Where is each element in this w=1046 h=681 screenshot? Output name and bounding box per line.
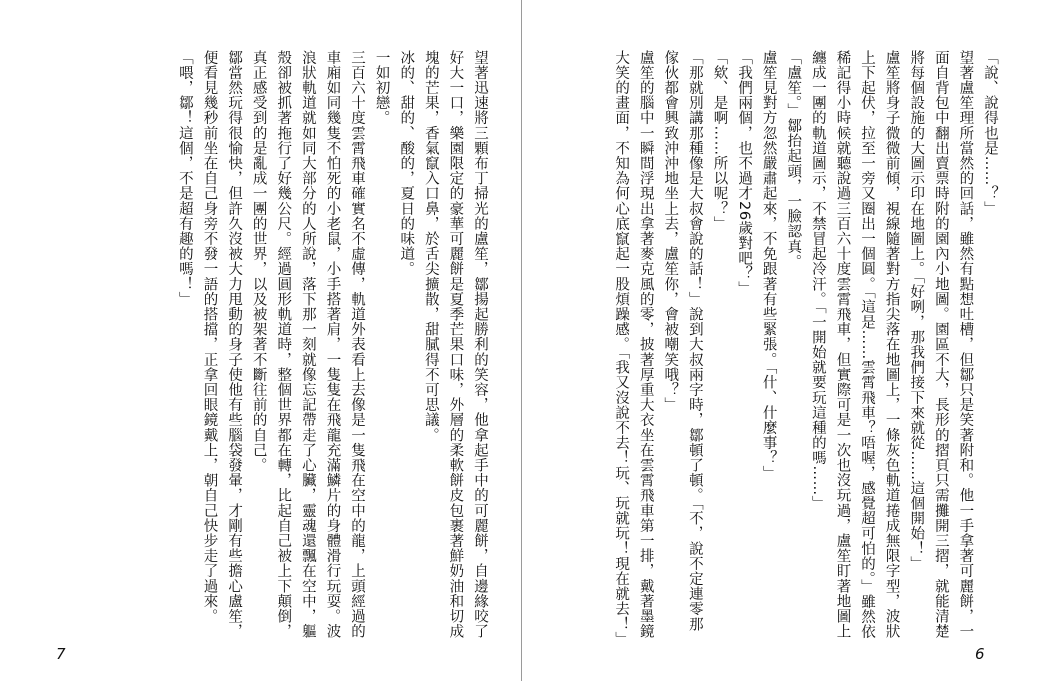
- paragraph: 「欸、是啊……所以呢？」: [711, 50, 728, 232]
- paragraph: 盧笙的腦中一瞬間浮現出拿著麥克風的零，披著厚重大衣坐在雲霄飛車第一排，戴著墨鏡大笑的畫面，不知為何心底竄起一股煩躁感。「我又沒說不去！玩、玩就玩！現在就去！」: [613, 50, 654, 647]
- left-page-text: [172, 50, 492, 640]
- paragraph: 盧笙見對方忽然嚴肅起來，不免跟著有些緊張。「什、什麼事？」: [760, 50, 777, 481]
- paragraph: 「我們兩個，也不過才26歲對吧？」: [736, 50, 753, 297]
- paragraph: 望著迅速將三顆布丁掃光的盧笙，鄒揚起勝利的笑容，他拿起手中的可麗餅，自邊緣咬了好大一口，樂園限定的豪華可麗餅是夏季芒果口味，外層的柔軟餅皮包裹著鮮奶油和切成塊的芒果，香氣竄入口鼻，於舌尖擴散，甜膩得不可思議。: [422, 50, 488, 639]
- paragraph: 盧笙將身子微微前傾，視線隨著對方指尖落在地圖上，一條灰色軌道捲成無限字型，波狀上下起伏，拉至一旁又圈出一個圓。「這是……雲霄飛車？唔喔，感覺超可怕的。」雖然依稀記得小時候就聽說過三百六十度雲霄飛車，但實際可是一次也沒玩過，盧笙盯著地圖上纏成一團的軌道圖示，不禁冒起冷汗。「一開始就要玩這種的嗎……」: [809, 50, 900, 640]
- page-divider: [521, 0, 522, 681]
- right-page: [524, 0, 1046, 681]
- left-page: [0, 0, 522, 681]
- paragraph: 「喂，鄒！這個，不是超有趣的嗎！」: [176, 50, 193, 307]
- paragraph: 鄒當然玩得很愉快，但許久沒被大力甩動的身子使他有些腦袋發暈，才剛有些擔心盧笙，便看見幾秒前坐在自己身旁不發一語的搭擋，正拿回眼鏡戴上，朝自己快步走了過來。: [201, 50, 243, 639]
- paragraph: 「那就別講那種像是大叔會說的話！」說到大叔兩字時，鄒頓了頓。「不，說不定連零那傢伙都會興致沖沖地坐上去，盧笙你，會被嘲笑哦？」: [662, 50, 703, 632]
- paragraph: 「盧笙。」鄒抬起頭，一臉認真。: [785, 50, 802, 270]
- paragraph: 一如初戀。: [373, 50, 390, 126]
- page-number: 7: [56, 645, 66, 663]
- paragraph: 「說、說得也是……？」: [982, 50, 998, 217]
- paragraph: 三百六十度雲霄飛車確實名不虛傳，軌道外表看上去像是一隻飛在空中的龍，上頭經過的車廂如同幾隻不怕死的小老鼠，小手搭著肩，一隻隻在飛龍充滿鱗片的身體滑行玩耍。波浪狀軌道就如同大部分的人所說，落下那一刻就像忘記帶走了心臟，靈魂還飄在空中，軀殼卻被抓著拖行了好幾公尺。經過圓形軌道時，整個世界都在轉，比起自己被上下顛倒，真正感受到的是亂成一團的世界，以及被架著不斷往前的自己。: [250, 50, 366, 639]
- paragraph: 望著盧笙理所當然的回話，雖然有點想吐槽，但鄒只是笑著附和。他一手拿著可麗餅，一面自背包中翻出賣票時附的園內小地圖。園區不大，長形的摺頁只需攤開三摺，就能清楚將每個設施的大圖示印在地圖上。「好咧，那我們接下來就從……這個開始！」: [908, 50, 974, 639]
- right-page-text: [609, 50, 1003, 647]
- page-number: 6: [975, 645, 985, 663]
- paragraph: 冰的、甜的、酸的，夏日的味道。: [398, 50, 415, 277]
